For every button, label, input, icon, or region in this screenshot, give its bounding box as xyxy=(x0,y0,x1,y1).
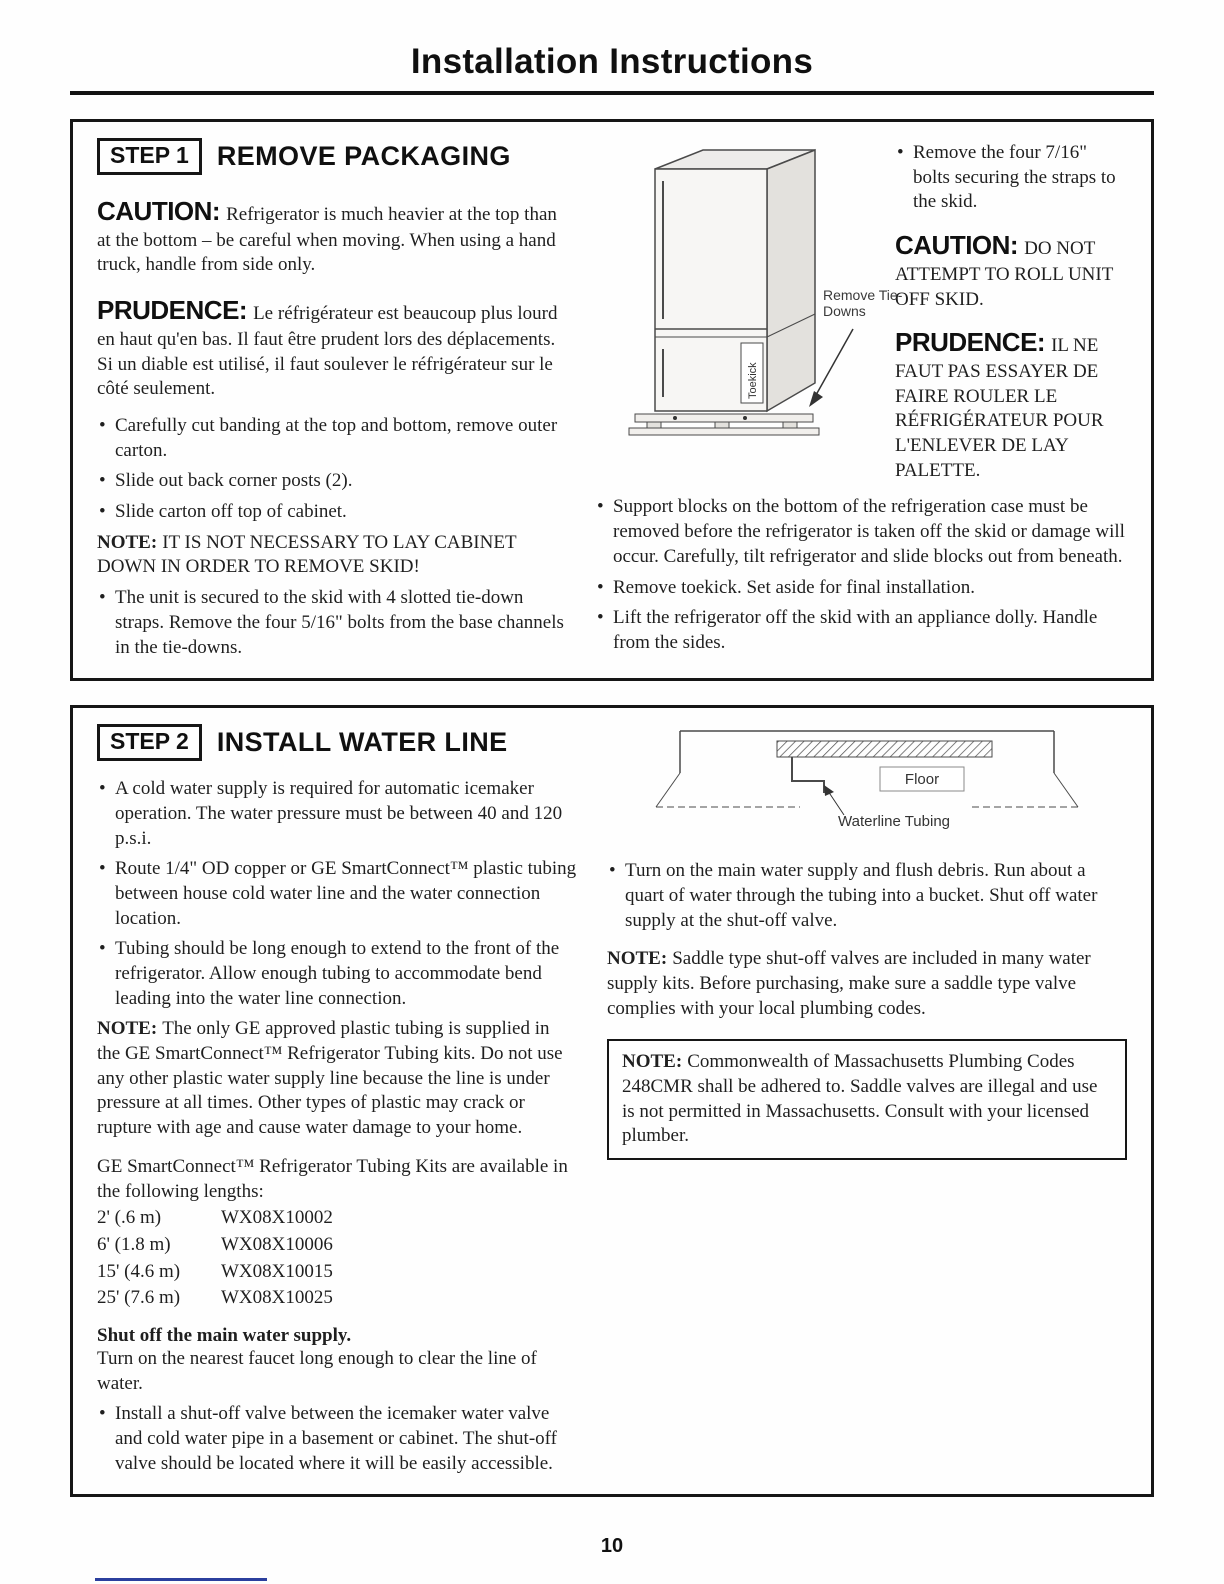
floor-label: Floor xyxy=(904,771,940,789)
prudence-paragraph xyxy=(97,294,565,402)
skid-board-bottom xyxy=(629,428,819,435)
prudence-label: PRUDENCE: xyxy=(97,295,248,326)
note-label: NOTE: xyxy=(97,1018,158,1040)
waterline-figure xyxy=(607,723,1127,841)
kit-row xyxy=(97,1233,577,1258)
waterline-tubing-label: Waterline Tubing xyxy=(838,813,951,831)
caution-text: DO NOT ATTEMPT TO ROLL UNIT OFF SKID. xyxy=(895,238,1113,310)
prudence-text: Le réfrigérateur est beaucoup plus lourd en haut qu'en bas. Il faut être prudent lors des déplacements. Si un diable est utilisé, il faut soulever le réfrigérateur sur le côté seulement. xyxy=(97,303,558,400)
kit-length: 25' (7.6 m) xyxy=(97,1287,181,1309)
caution2-paragraph xyxy=(895,229,1127,312)
caution-text: Refrigerator is much heavier at the top than at the bottom – be careful when moving. When using a hand truck, handle from side only. xyxy=(97,204,557,276)
kits-intro: GE SmartConnect™ Refrigerator Tubing Kits are available in the following lengths: xyxy=(97,1155,568,1202)
tubing-line xyxy=(792,757,824,793)
list-item: • Route 1/4" OD copper or GE SmartConnect™ plastic tubing between house cold water line and the water connection location. xyxy=(97,857,577,931)
list-item: • Lift the refrigerator off the skid with an appliance dolly. Handle from the sides. xyxy=(595,606,1127,655)
tubing-coil xyxy=(777,741,992,757)
list-item: • The unit is secured to the skid with 4 slotted tie-down straps. Remove the four 5/16" bolts from the base channels in the tie-downs. xyxy=(97,586,565,660)
refrigerator-figure xyxy=(595,137,903,483)
kit-row xyxy=(97,1286,577,1311)
list-item: • Tubing should be long enough to extend to the front of the refrigerator. Allow enough tubing to accommodate bend leading into the water line connection. xyxy=(97,937,577,1011)
note-label: NOTE: xyxy=(97,531,158,553)
step2-right-column xyxy=(607,723,1127,1476)
kit-part-number: WX08X10025 xyxy=(221,1287,333,1309)
step1-section xyxy=(70,119,1154,681)
kit-part-number: WX08X10006 xyxy=(221,1233,333,1255)
kit-part-number: WX08X10015 xyxy=(221,1260,333,1282)
step1-badge: STEP 1 xyxy=(97,138,202,175)
list-item: • Slide carton off top of cabinet. xyxy=(97,500,565,525)
toekick-label: Toekick xyxy=(747,362,759,399)
step1-bullet-list xyxy=(97,414,565,525)
caution-label: CAUTION: xyxy=(895,230,1019,261)
step2-heading: INSTALL WATER LINE xyxy=(216,727,508,758)
step1-heading: REMOVE PACKAGING xyxy=(216,141,511,171)
step1-right-text xyxy=(895,137,1127,483)
list-item: • Turn on the main water supply and flush debris. Run about a quart of water through the tubing into a bucket. Shut off water supply at the shut-off valve. xyxy=(607,859,1127,933)
step1-note xyxy=(97,531,565,580)
prudence2-paragraph xyxy=(895,326,1127,483)
massachusetts-note-box xyxy=(607,1039,1127,1160)
step2-left-column xyxy=(97,765,577,1476)
kit-row xyxy=(97,1260,577,1285)
list-item: • Remove toekick. Set aside for final installation. xyxy=(595,576,1127,601)
page-number: 10 xyxy=(600,1535,624,1557)
tubing-label-arrow xyxy=(828,791,844,815)
step2-section xyxy=(70,705,1154,1497)
shutoff-heading: Shut off the main water supply. xyxy=(97,1324,352,1346)
list-item: • Install a shut-off valve between the icemaker water valve and cold water pipe in a basement or cabinet. The shut-off valve should be located where it will be easily accessible. xyxy=(97,1402,577,1476)
skid-board-top xyxy=(635,414,813,422)
prudence-label: PRUDENCE: xyxy=(895,327,1046,358)
title-rule xyxy=(70,91,1154,95)
step1-right-bullet-list xyxy=(595,495,1127,655)
tie-downs-label: Remove Tie-Downs xyxy=(823,287,903,320)
page-title: Installation Instructions xyxy=(410,42,814,81)
tubing-kits xyxy=(97,1155,577,1311)
note-text: Saddle type shut-off valves are included in many water supply kits. Before purchasing, make sure a saddle type valve complies with your local plumbing codes. xyxy=(607,948,1091,1019)
prudence-text: IL NE FAUT PAS ESSAYER DE FAIRE ROULER LE RÉFRIGÉRATEUR POUR L'ENLEVER DE LAY PALETTE. xyxy=(895,335,1104,481)
list-item: • A cold water supply is required for automatic icemaker operation. The water pressure must be between 40 and 120 p.s.i. xyxy=(97,777,577,851)
step1-right-column xyxy=(595,137,1127,660)
list-item: • Remove the four 7/16" bolts securing the straps to the skid. xyxy=(895,141,1127,215)
waterline-illustration xyxy=(652,723,1082,841)
kit-length: 15' (4.6 m) xyxy=(97,1260,181,1282)
kit-part-number: WX08X10002 xyxy=(221,1207,333,1229)
note-text: Commonwealth of Massachusetts Plumbing Codes 248CMR shall be adhered to. Saddle valves are illegal and use is not permitted in Massachusetts. Consult with your licensed plumber. xyxy=(622,1051,1098,1147)
note-label: NOTE: xyxy=(607,948,668,970)
saddle-valve-note xyxy=(607,947,1127,1021)
shutoff-text: Turn on the nearest faucet long enough to clear the line of water. xyxy=(97,1347,537,1394)
list-item: • Carefully cut banding at the top and bottom, remove outer carton. xyxy=(97,414,565,463)
kit-row xyxy=(97,1206,577,1231)
tie-downs-arrow xyxy=(816,329,853,395)
note-text: IT IS NOT NECESSARY TO LAY CABINET DOWN IN ORDER TO REMOVE SKID! xyxy=(97,531,517,578)
caution-label: CAUTION: xyxy=(97,196,221,226)
kit-length: 6' (1.8 m) xyxy=(97,1233,171,1255)
step1-left-column xyxy=(97,179,565,660)
list-item: • Slide out back corner posts (2). xyxy=(97,469,565,494)
kit-length: 2' (.6 m) xyxy=(97,1207,162,1229)
step2-bullet-list xyxy=(97,777,577,1011)
note-label: NOTE: xyxy=(622,1051,683,1073)
step2-right-bullet-list xyxy=(607,859,1127,933)
list-item: • Support blocks on the bottom of the refrigeration case must be removed before the refrigerator is taken off the skid or damage will occur. Carefully, tilt refrigerator and slide blocks out from beneath. xyxy=(595,495,1127,569)
caution-paragraph xyxy=(97,195,565,278)
step2-badge: STEP 2 xyxy=(97,724,202,761)
note-text: The only GE approved plastic tubing is supplied in the GE SmartConnect™ Refrigerator Tubing kits. Do not use any other plastic water supply line because the line is under pressure at all times. Other types of plastic may crack or rupture with age and cause water damage to your home. xyxy=(97,1018,563,1139)
scan-artifact-line xyxy=(95,1578,267,1581)
step2-note xyxy=(97,1017,577,1140)
